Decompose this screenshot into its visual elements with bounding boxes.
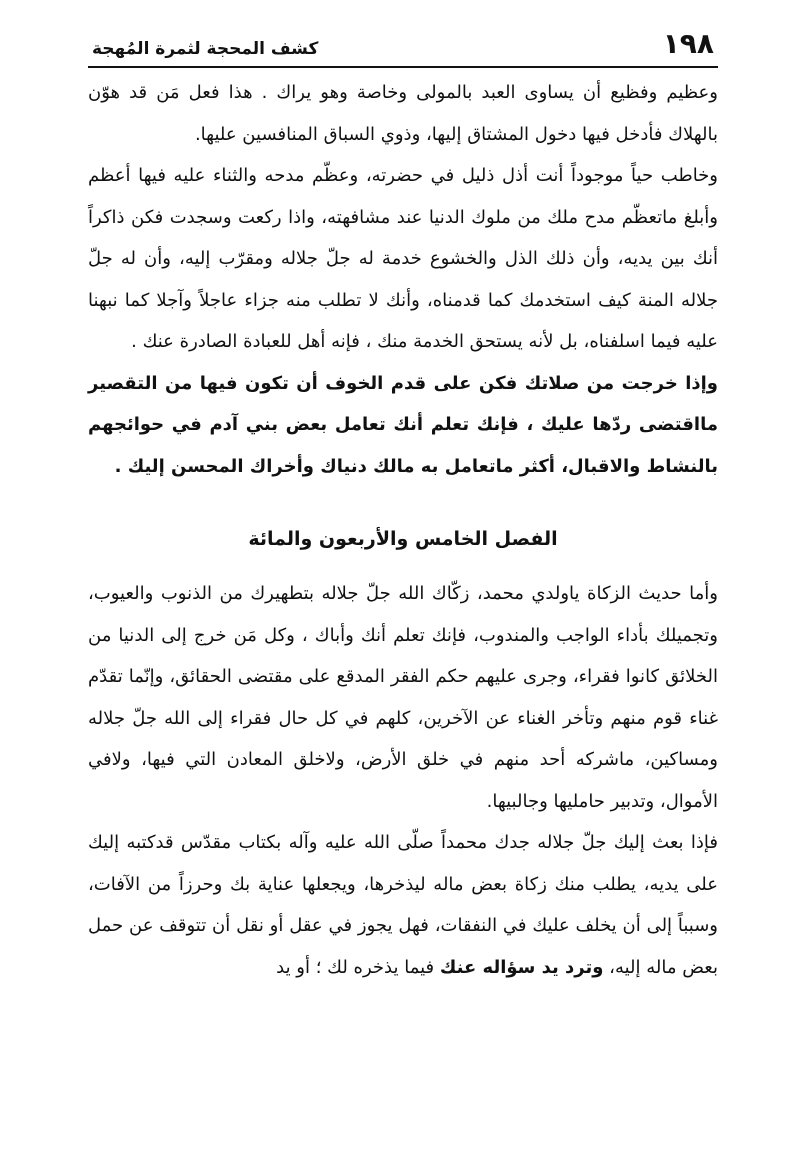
page-header xyxy=(88,22,718,68)
paragraph-bold-text: وترد يد سؤاله عنك xyxy=(439,956,604,978)
page-number: ١٩٨ xyxy=(662,27,714,60)
paragraph-text-end: فيما يذخره لك ؛ أو يد xyxy=(276,956,440,978)
paragraph-text: فإذا بعث إليك جلّ جلاله جدك محمداً صلّى الله عليه وآله بكتاب مقدّس قدكتبه إليك على يديه، يطلب منك زكاة بعض ماله ليذخرها، ويجعلها عناية بك وحرزاً من الآفات، وسبباً إلى أن يخلف عليك في النفقات، فهل يجوز في عقل أو نقل أن تتوقف عن حمل بعض ماله إليه، xyxy=(88,832,718,978)
page-body xyxy=(88,68,718,988)
paragraph: وخاطب حياً موجوداً أنت أذل ذليل في حضرته، وعظّم مدحه والثناء عليه فيها أعظم وأبلغ ماتعظّم مدح ملك من ملوك الدنيا عند مشافهته، واذا ركعت وسجدت فكن ذاكراً أنك بين يديه، وأن ذلك الذل والخشوع خدمة له جلّ جلاله ومقرّب إليه، وأن له جلّ جلاله المنة كيف استخدمك كما قدمناه، وأنك لا تطلب منه جزاء عاجلاً وآجلا كما نبهنا عليه فيما اسلفناه، بل لأنه يستحق الخدمة منك ، فإنه أهل للعبادة الصادرة عنك . xyxy=(88,165,718,352)
paragraph: وعظيم وفظيع أن يساوى العبد بالمولى وخاصة وهو يراك . هذا فعل مَن قد هوّن بالهلاك فأدخل فيها دخول المشتاق إليها، وذوي السباق المنافسين عليها. xyxy=(88,82,718,145)
paragraph: وأما حديث الزكاة ياولدي محمد، زكّاك الله جلّ جلاله بتطهيرك من الذنوب والعيوب، وتجميلك بأداء الواجب والمندوب، فإنك تعلم أنك وأباك ، وكل مَن خرج إلى الدنيا من الخلائق كانوا فقراء، وجرى عليهم حكم الفقر المدقع على مقتضى الحقائق، وإنّما تقدّم غناء قوم منهم وتأخر الغناء عن الآخرين، كلهم في كل حال فقراء إلى الله جلّ جلاله ومساكين، ماشركه أحد منهم في خلق الأرض، ولاخلق المعادن التي فيها، ولافي الأموال، وتدبير حامليها وجالبيها. xyxy=(88,583,718,812)
paragraph: وإذا خرجت من صلاتك فكن على قدم الخوف أن تكون فيها من التقصير مااقتضى ردّها عليك ، فإنك تعلم أنك تعامل بعض بني آدم في حوائجهم بالنشاط والاقبال، أكثر ماتعامل به مالك دنياك وأخراك المحسن إليك . xyxy=(88,372,718,477)
section-title: الفصل الخامس والأربعون والمائة xyxy=(248,528,558,550)
book-page xyxy=(88,22,718,1142)
running-title: كشف المحجة لثمرة المُهجة xyxy=(92,39,319,59)
paragraph xyxy=(88,822,718,988)
